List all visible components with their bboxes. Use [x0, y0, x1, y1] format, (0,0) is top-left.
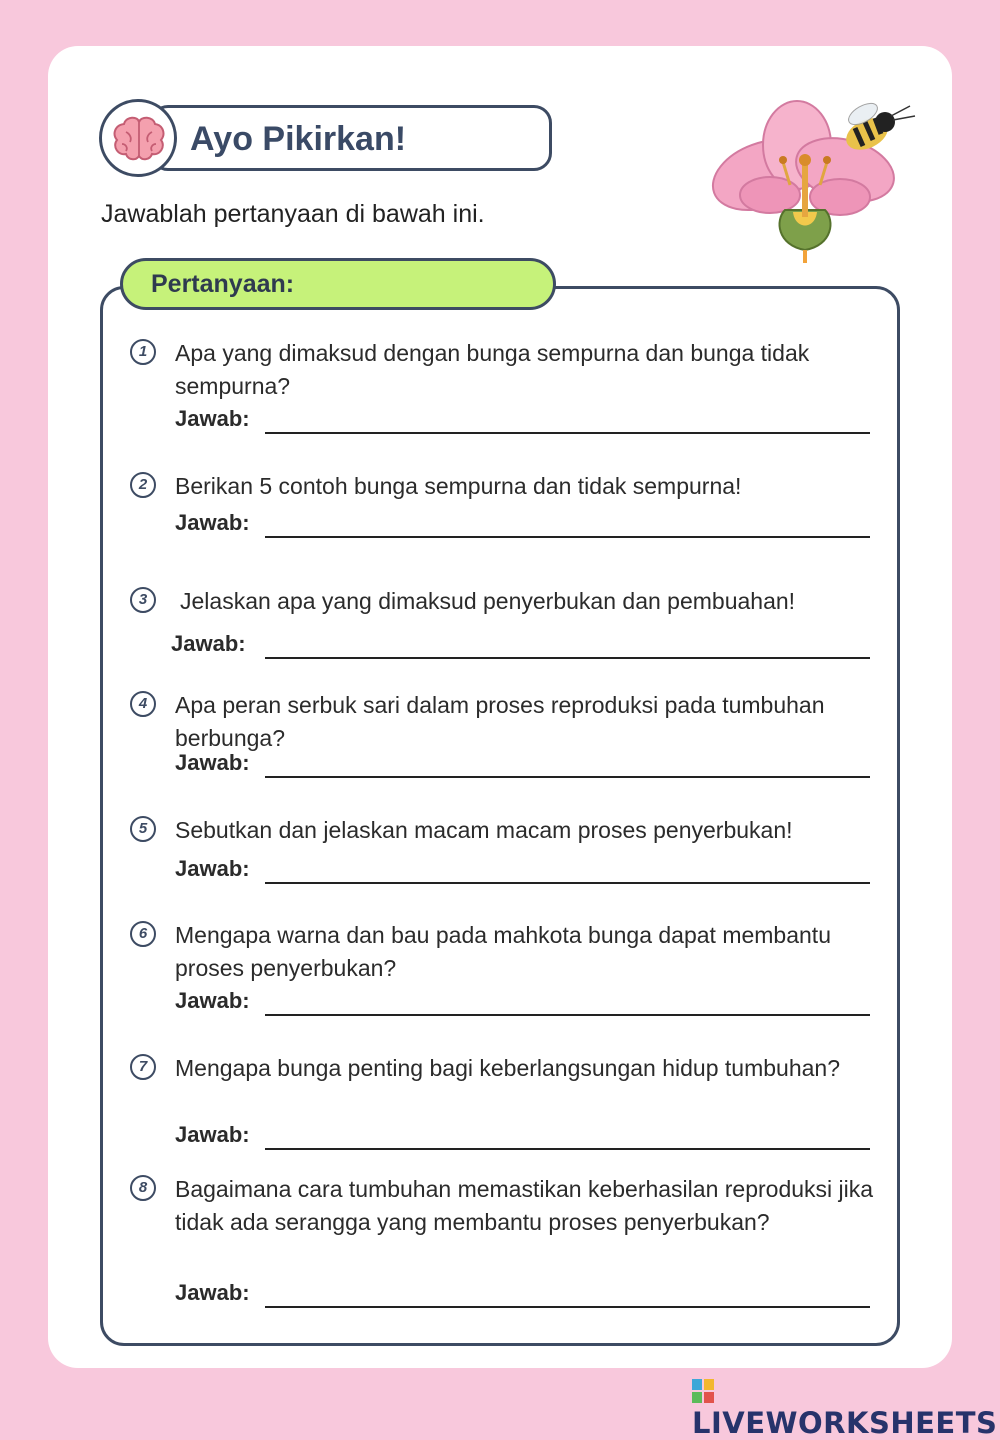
answer-input-4[interactable]	[265, 776, 870, 778]
answer-row-6	[175, 986, 870, 1016]
answer-input-8[interactable]	[265, 1306, 870, 1308]
answer-label: Jawab:	[175, 750, 250, 775]
question-text: Sebutkan dan jelaskan macam macam proses penyerbukan!	[175, 817, 793, 843]
answer-label: Jawab:	[175, 406, 250, 431]
question-number: 1	[130, 339, 156, 365]
answer-input-1[interactable]	[265, 432, 870, 434]
question-number: 7	[130, 1054, 156, 1080]
question-number: 2	[130, 472, 156, 498]
answer-label: Jawab:	[175, 1280, 250, 1305]
question-number: 6	[130, 921, 156, 947]
answer-input-3[interactable]	[265, 657, 870, 659]
answer-row-2	[175, 508, 870, 538]
question-text: Mengapa bunga penting bagi keberlangsungan hidup tumbuhan?	[175, 1055, 840, 1081]
answer-row-8	[175, 1278, 870, 1308]
answer-label: Jawab:	[175, 510, 250, 535]
answer-row-3	[171, 629, 870, 659]
brain-badge	[99, 99, 177, 177]
answer-label: Jawab:	[171, 631, 246, 656]
questions-tab-label: Pertanyaan:	[151, 270, 295, 298]
question-text: Berikan 5 contoh bunga sempurna dan tidak sempurna!	[175, 473, 742, 499]
answer-input-7[interactable]	[265, 1148, 870, 1150]
liveworksheets-brand[interactable]	[692, 1372, 1000, 1440]
liveworksheets-logo-icon	[692, 1379, 714, 1403]
question-text: Apa peran serbuk sari dalam proses reproduksi pada tumbuhan berbunga?	[175, 692, 825, 751]
question-number: 4	[130, 691, 156, 717]
flower-bee-illustration	[705, 100, 925, 265]
answer-label: Jawab:	[175, 1122, 250, 1147]
answer-label: Jawab:	[175, 856, 250, 881]
answer-input-6[interactable]	[265, 1014, 870, 1016]
answer-input-2[interactable]	[265, 536, 870, 538]
question-number: 8	[130, 1175, 156, 1201]
instruction-text: Jawablah pertanyaan di bawah ini.	[101, 200, 485, 228]
question-text: Jelaskan apa yang dimaksud penyerbukan dan pembuahan!	[180, 588, 796, 614]
answer-row-4	[175, 748, 870, 778]
question-number: 5	[130, 816, 156, 842]
page-title: Ayo Pikirkan!	[190, 120, 407, 158]
answer-row-1	[175, 404, 870, 434]
question-text: Mengapa warna dan bau pada mahkota bunga dapat membantu proses penyerbukan?	[175, 922, 831, 981]
answer-row-7	[175, 1120, 870, 1150]
question-number: 3	[130, 587, 156, 613]
answer-label: Jawab:	[175, 988, 250, 1013]
question-text: Bagaimana cara tumbuhan memastikan keberhasilan reproduksi jika tidak ada serangga yang membantu proses penyerbukan?	[175, 1176, 874, 1235]
answer-row-5	[175, 854, 870, 884]
answer-input-5[interactable]	[265, 882, 870, 884]
question-text: Apa yang dimaksud dengan bunga sempurna dan bunga tidak sempurna?	[175, 340, 810, 399]
brain-icon	[110, 114, 168, 164]
brand-text: LIVEWORKSHEETS	[692, 1406, 998, 1440]
